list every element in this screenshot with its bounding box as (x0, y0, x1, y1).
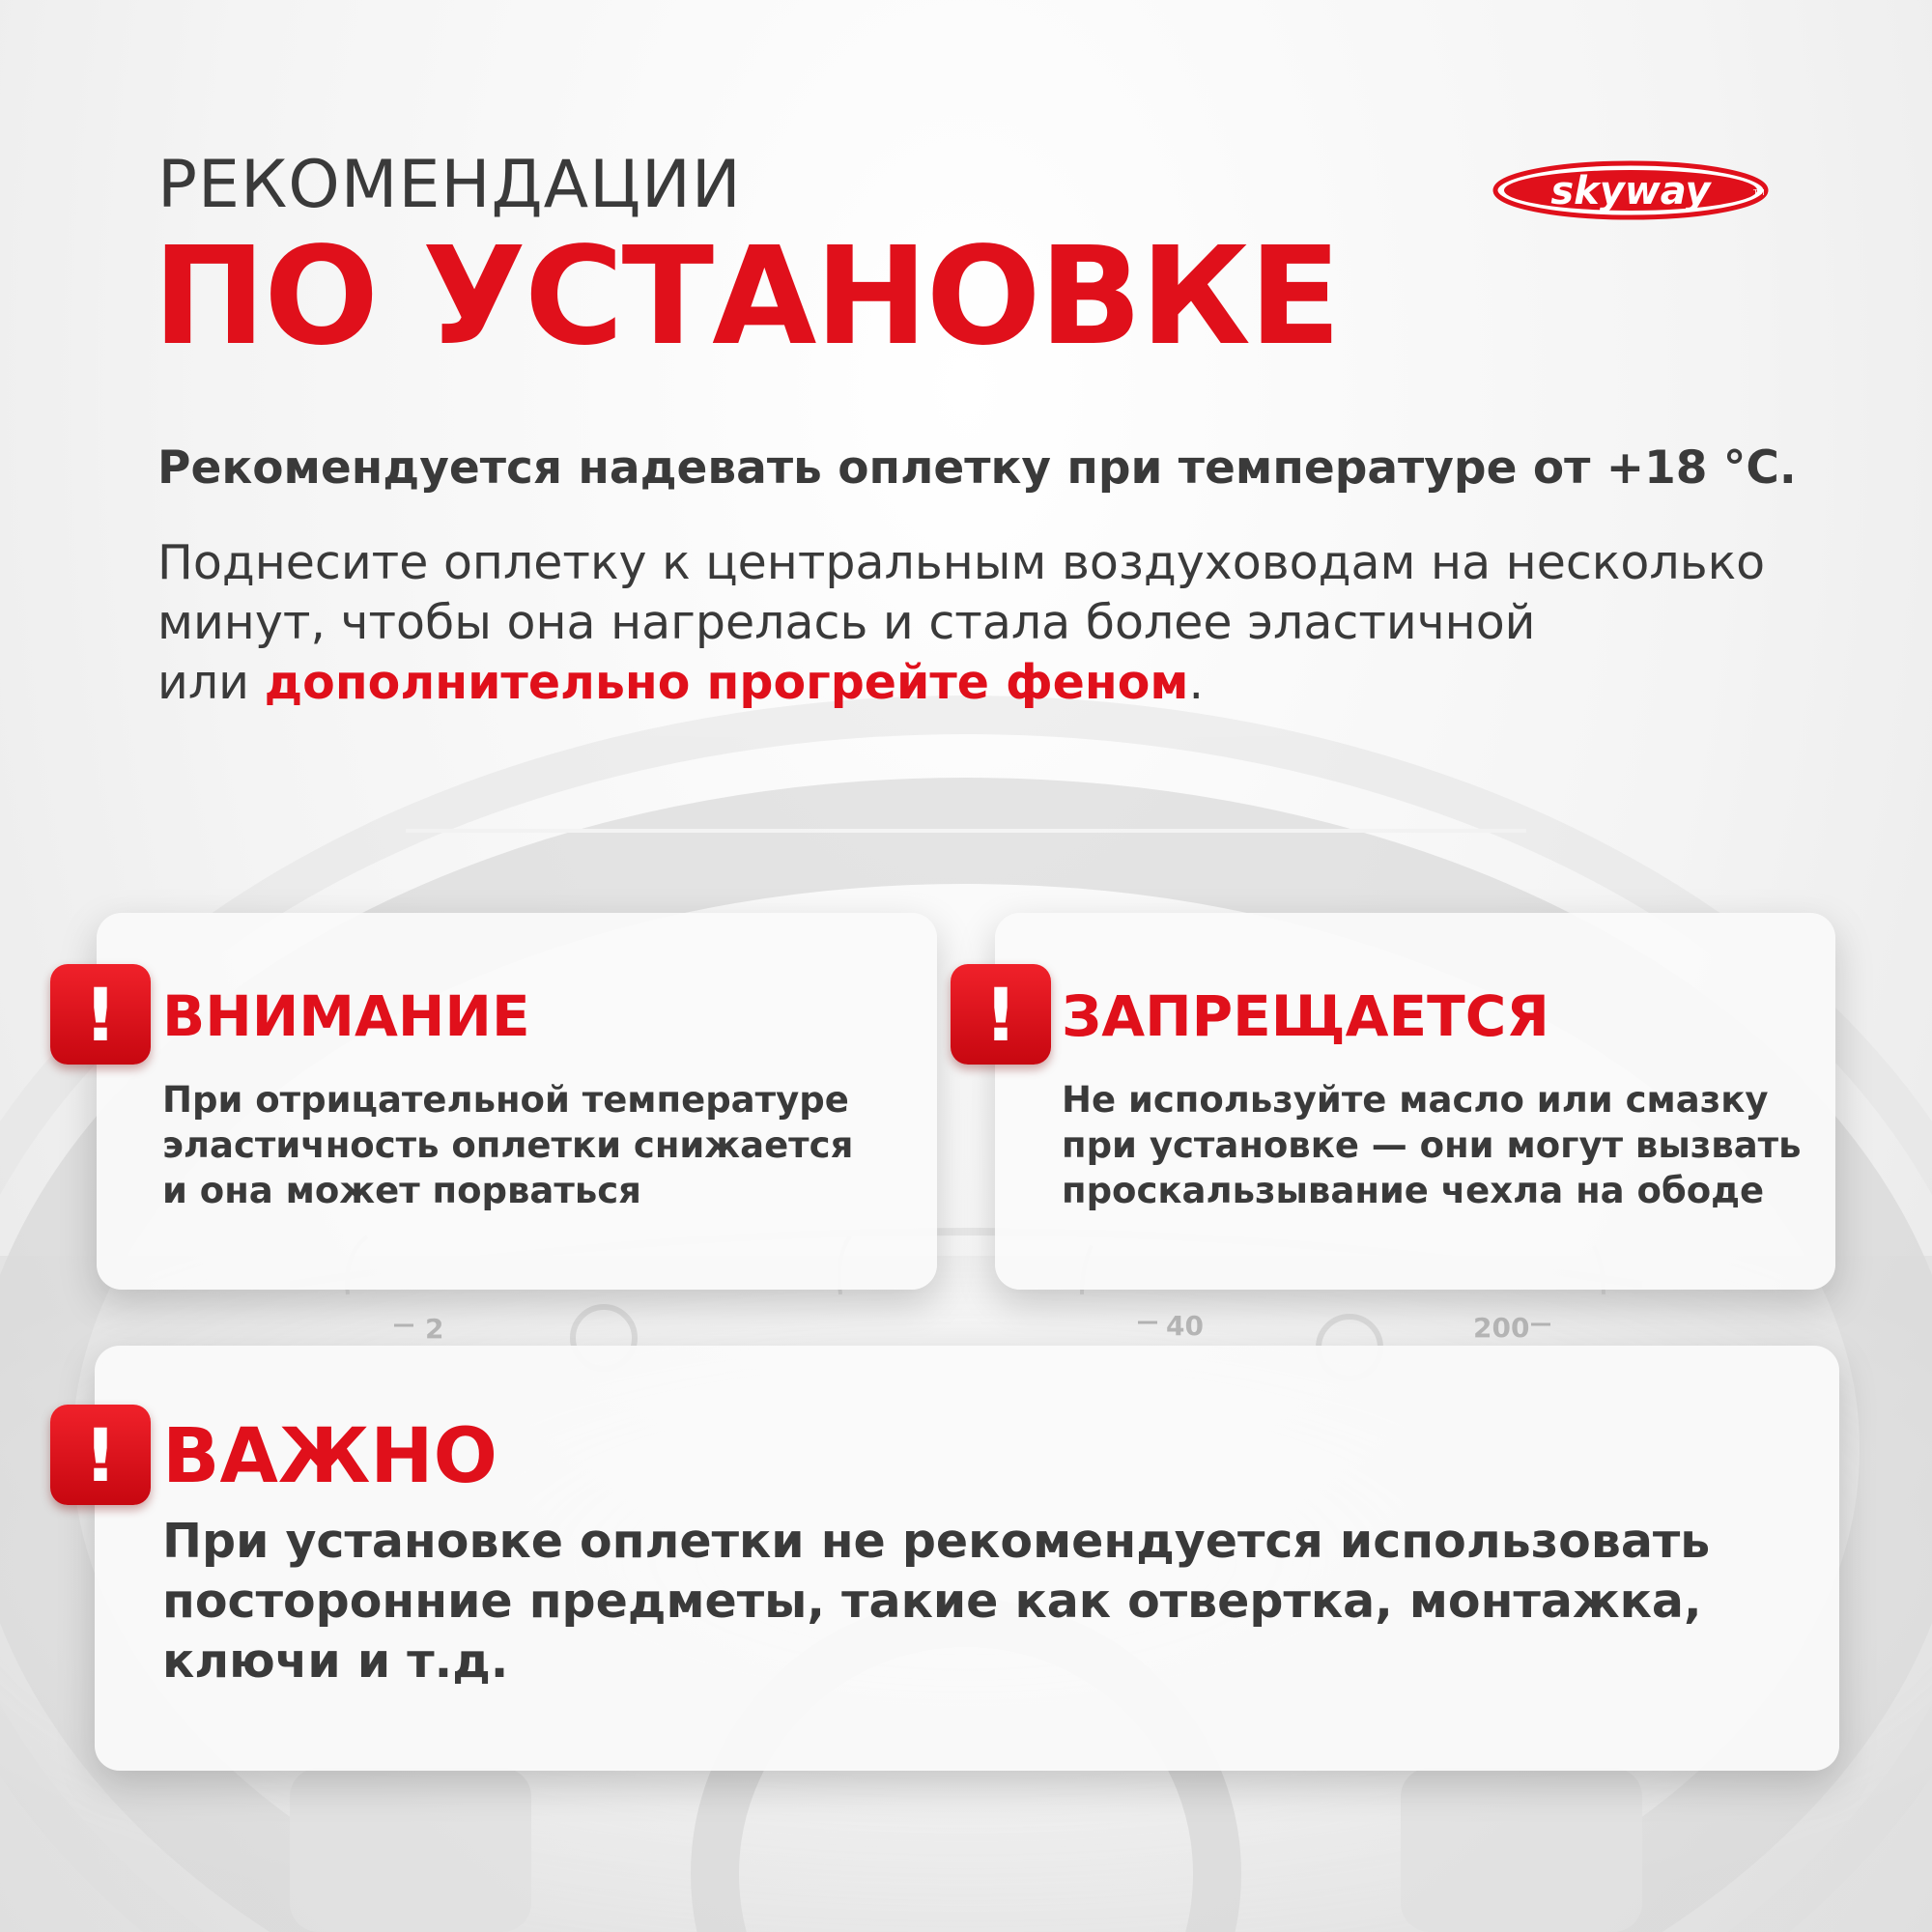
instruction-paragraph (157, 533, 1819, 713)
important-text (162, 1512, 1710, 1691)
forbidden-badge (951, 964, 1051, 1065)
forbidden-line-3: проскальзывание чехла на ободе (1062, 1170, 1765, 1211)
logo-text: skyway (1550, 169, 1711, 213)
important-line-1: При установке оплетки не рекомендуется использовать (162, 1514, 1711, 1569)
warning-exclamation-icon: ! (50, 964, 151, 1065)
gauge-label-middle: 40 (1166, 1310, 1204, 1342)
attention-badge (50, 964, 151, 1065)
skyway-logo (1491, 156, 1775, 222)
instruction-highlight: дополнительно прогрейте феном (264, 655, 1189, 710)
instruction-line-2: минут, чтобы она нагрелась и стала более эластичной (157, 595, 1536, 650)
header-title: ПО УСТАНОВКЕ (153, 218, 1340, 376)
instruction-line-1: Поднесите оплетку к центральным воздуховодам на несколько (157, 535, 1766, 590)
instruction-line-3-suffix: . (1188, 655, 1205, 710)
gauge-label-left: 2 (425, 1313, 444, 1345)
forbidden-line-2: при установке — они могут вызвать (1062, 1124, 1802, 1166)
intro-text: Рекомендуется надевать оплетку при температуре от +18 °С. (157, 441, 1797, 495)
forbidden-title: ЗАПРЕЩАЕТСЯ (1062, 983, 1549, 1049)
logo-trademark: TM (1753, 188, 1765, 197)
important-badge (50, 1405, 151, 1505)
gauge-label-right: 200 (1473, 1312, 1530, 1344)
attention-text (162, 1077, 853, 1213)
forbidden-line-1: Не используйте масло или смазку (1062, 1079, 1769, 1121)
attention-line-3: и она может порваться (162, 1170, 641, 1211)
important-title: ВАЖНО (162, 1413, 497, 1500)
warning-exclamation-icon: ! (951, 964, 1051, 1065)
important-line-3: ключи и т.д. (162, 1634, 509, 1689)
attention-title: ВНИМАНИЕ (162, 983, 530, 1049)
attention-line-2: эластичность оплетки снижается (162, 1124, 854, 1166)
warning-exclamation-icon: ! (50, 1405, 151, 1505)
important-line-2: посторонние предметы, такие как отвертка, монтажка, (162, 1574, 1702, 1629)
forbidden-text (1062, 1077, 1802, 1213)
attention-line-1: При отрицательной температуре (162, 1079, 849, 1121)
header-subtitle: РЕКОМЕНДАЦИИ (157, 147, 742, 223)
instruction-line-3-prefix: или (157, 655, 265, 710)
